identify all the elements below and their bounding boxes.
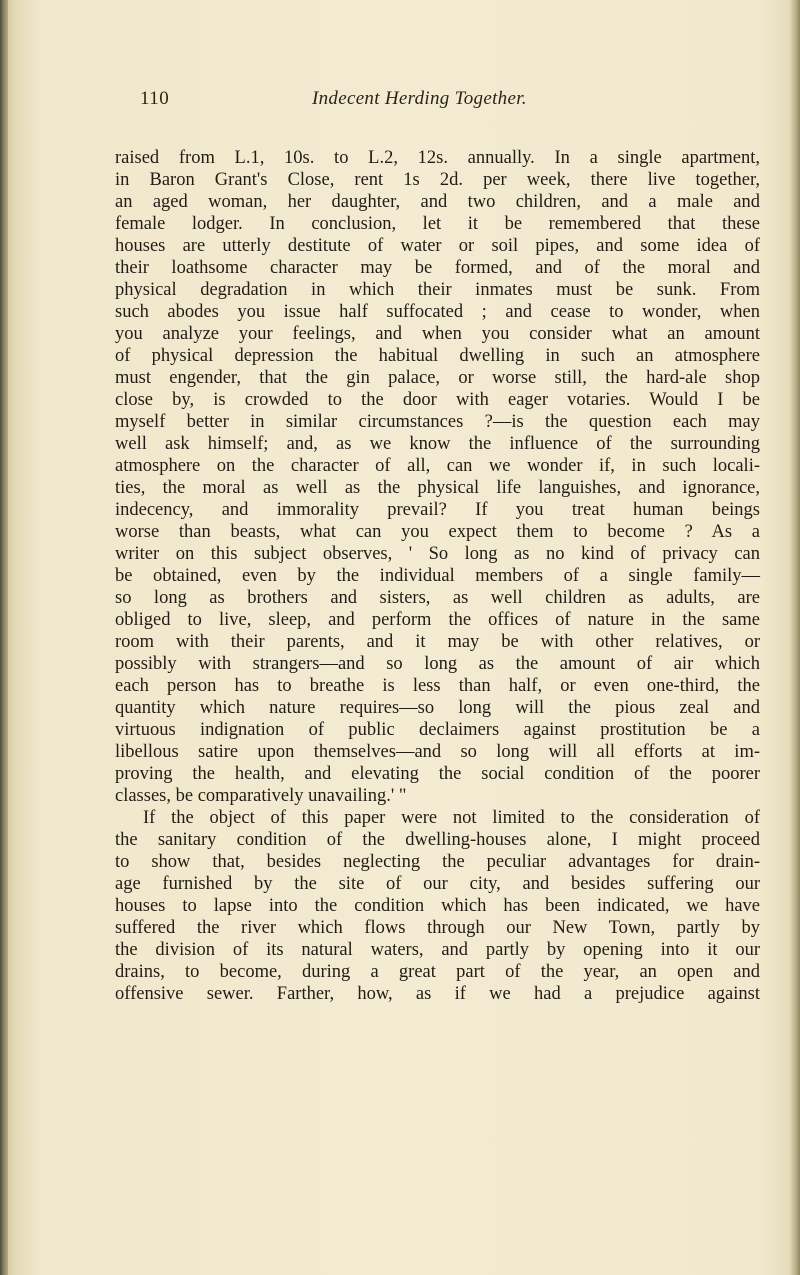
text-line: female lodger. In conclusion, let it be remembered that these: [115, 214, 760, 234]
text-line: must engender, that the gin palace, or worse still, the hard-ale shop: [115, 368, 760, 388]
text-line: close by, is crowded to the door with eager votaries. Would I be: [115, 390, 760, 410]
text-line: to show that, besides neglecting the peculiar advantages for drain-: [115, 852, 760, 872]
text-line: houses to lapse into the condition which has been indicated, we have: [115, 896, 760, 916]
text-line: such abodes you issue half suffocated ; and cease to wonder, when: [115, 302, 760, 322]
text-line: quantity which nature requires—so long will the pious zeal and: [115, 698, 760, 718]
text-line: the division of its natural waters, and partly by opening into it our: [115, 940, 760, 960]
text-line: indecency, and immorality prevail? If you treat human beings: [115, 500, 760, 520]
text-line: libellous satire upon themselves—and so long will all efforts at im-: [115, 742, 760, 762]
text-line: suffered the river which flows through our New Town, partly by: [115, 918, 760, 938]
text-line: raised from L.1, 10s. to L.2, 12s. annually. In a single apartment,: [115, 148, 760, 168]
text-line: each person has to breathe is less than half, or even one-third, the: [115, 676, 760, 696]
page-number: 110: [140, 88, 170, 109]
text-line: drains, to become, during a great part of the year, an open and: [115, 962, 760, 982]
binding-shadow-left: [0, 0, 8, 1275]
text-line: age furnished by the site of our city, and besides suffering our: [115, 874, 760, 894]
text-line: their loathsome character may be formed, and of the moral and: [115, 258, 760, 278]
text-line: of physical depression the habitual dwelling in such an atmosphere: [115, 346, 760, 366]
text-line: room with their parents, and it may be with other relatives, or: [115, 632, 760, 652]
text-line: be obtained, even by the individual members of a single family—: [115, 566, 760, 586]
text-line: atmosphere on the character of all, can we wonder if, in such locali-: [115, 456, 760, 476]
text-line: classes, be comparatively unavailing.' ": [115, 786, 407, 806]
text-line: physical degradation in which their inmates must be sunk. From: [115, 280, 760, 300]
body-text: [115, 147, 760, 1005]
text-line: houses are utterly destitute of water or soil pipes, and some idea of: [115, 236, 760, 256]
text-line: you analyze your feelings, and when you consider what an amount: [115, 324, 760, 344]
text-line: an aged woman, her daughter, and two children, and a male and: [115, 192, 760, 212]
text-line: possibly with strangers—and so long as the amount of air which: [115, 654, 760, 674]
running-title: Indecent Herding Together.: [312, 88, 527, 109]
text-line: in Baron Grant's Close, rent 1s 2d. per week, there live together,: [115, 170, 760, 190]
text-line: writer on this subject observes, ' So long as no kind of privacy can: [115, 544, 760, 564]
text-line: obliged to live, sleep, and perform the offices of nature in the same: [115, 610, 760, 630]
page-edge-right: [790, 0, 800, 1275]
running-header: [140, 88, 740, 118]
text-line: If the object of this paper were not limited to the consideration of: [143, 808, 760, 828]
text-line: so long as brothers and sisters, as well children as adults, are: [115, 588, 760, 608]
text-line: offensive sewer. Farther, how, as if we had a prejudice against: [115, 984, 760, 1004]
text-line: virtuous indignation of public declaimers against prostitution be a: [115, 720, 760, 740]
text-line: well ask himself; and, as we know the influence of the surrounding: [115, 434, 760, 454]
text-line: myself better in similar circumstances ?—is the question each may: [115, 412, 760, 432]
text-line: worse than beasts, what can you expect them to become ? As a: [115, 522, 760, 542]
text-line: the sanitary condition of the dwelling-houses alone, I might proceed: [115, 830, 760, 850]
text-line: ties, the moral as well as the physical life languishes, and ignorance,: [115, 478, 760, 498]
text-line: proving the health, and elevating the social condition of the poorer: [115, 764, 760, 784]
